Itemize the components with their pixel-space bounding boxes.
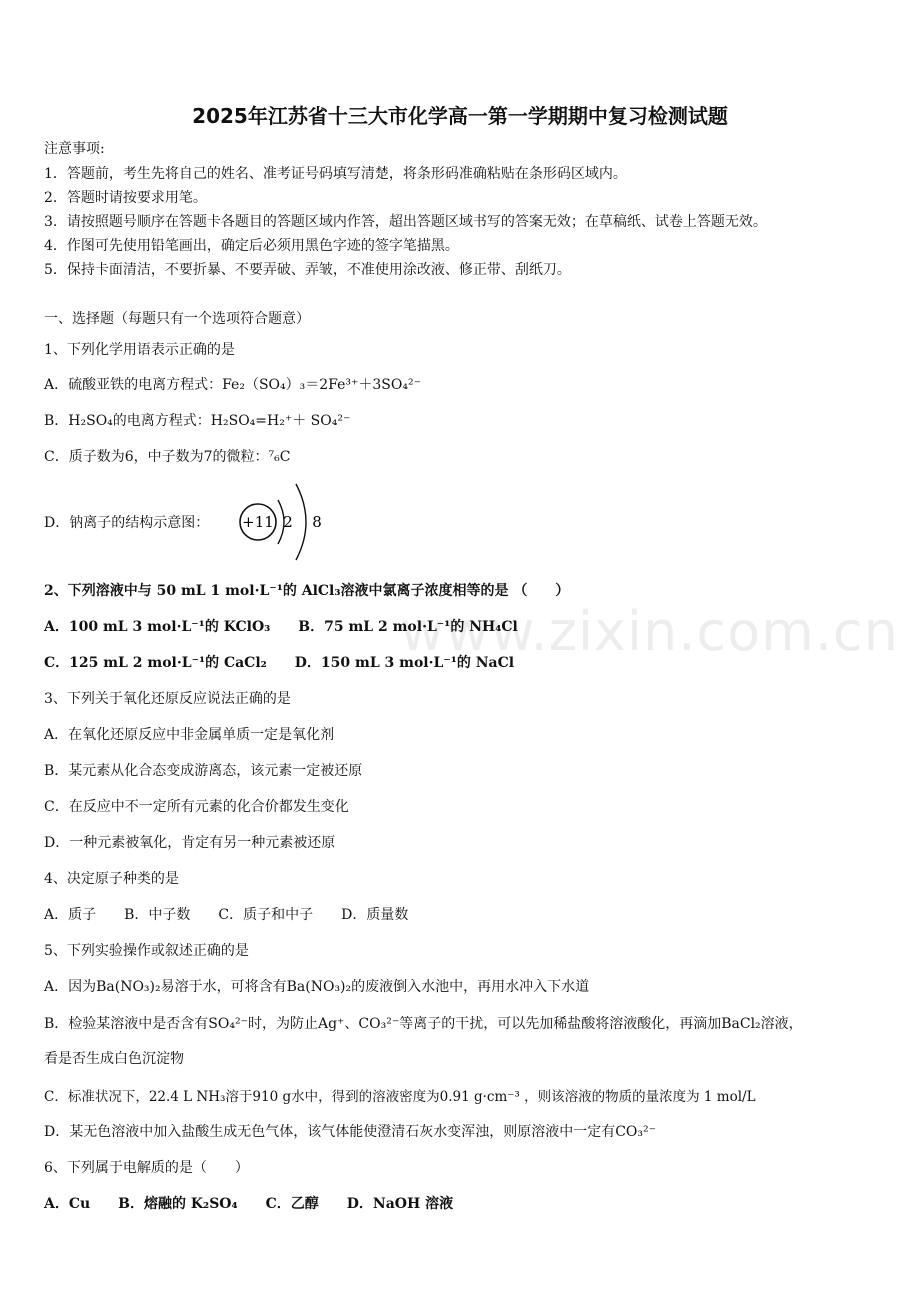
q3-option-a: A．在氧化还原反应中非金属单质一定是氧化剂 (44, 727, 335, 743)
q5-option-b: B．检验某溶液中是否含有SO₄²⁻时，为防止Ag⁺、CO₃²⁻等离子的干扰，可以先加稀盐酸将溶液酸化，再滴加BaCl₂溶液， (44, 1016, 803, 1032)
notice-item-3: 3．请按照题号顺序在答题卡各题目的答题区域内作答，超出答题区域书写的答案无效；在草稿纸、试卷上答题无效。 (44, 214, 767, 230)
notice-item-1: 1．答题前，考生先将自己的姓名、准考证号码填写清楚，将条形码准确粘贴在条形码区域内。 (44, 166, 627, 182)
q1-option-b: B．H₂SO₄的电离方程式：H₂SO₄=H₂⁺＋ SO₄²⁻ (44, 413, 351, 429)
q4-stem: 4、决定原子种类的是 (44, 871, 179, 887)
q1-stem: 1、下列化学用语表示正确的是 (44, 342, 235, 358)
q4-options: A．质子 B．中子数 C．质子和中子 D．质量数 (44, 907, 409, 923)
q1-option-a: A．硫酸亚铁的电离方程式：Fe₂（SO₄）₃＝2Fe³⁺＋3SO₄²⁻ (44, 377, 421, 393)
q3-option-c: C．在反应中不一定所有元素的化合价都发生变化 (44, 799, 349, 815)
watermark: www.zixin.com.cn (400, 600, 899, 663)
shell-2-electrons: 8 (312, 513, 322, 531)
q6-stem: 6、下列属于电解质的是（ ） (44, 1160, 249, 1176)
q1-option-c: C．质子数为6，中子数为7的微粒：⁷₆C (44, 449, 291, 465)
nucleus-charge: +11 (242, 513, 274, 531)
q3-stem: 3、下列关于氧化还原反应说法正确的是 (44, 691, 291, 707)
q1-option-d: D．钠离子的结构示意图： (44, 515, 210, 531)
q2-options-ab: A．100 mL 3 mol·L⁻¹的 KClO₃ B．75 mL 2 mol·L⁻¹的 NH₄Cl (44, 619, 518, 635)
q2-stem: 2、下列溶液中与 50 mL 1 mol·L⁻¹的 AlCl₃溶液中氯离子浓度相等的是 （ ） (44, 583, 570, 599)
q5-option-b-cont: 看是否生成白色沉淀物 (44, 1051, 184, 1067)
q6-options: A．Cu B．熔融的 K₂SO₄ C．乙醇 D．NaOH 溶液 (44, 1196, 454, 1212)
sodium-ion-structure-diagram (234, 478, 334, 566)
shell-1-electrons: 2 (283, 513, 293, 531)
page-title: 2025年江苏省十三大市化学高一第一学期期中复习检测试题 (192, 104, 728, 128)
q5-option-c: C．标准状况下，22.4 L NH₃溶于910 g水中，得到的溶液密度为0.91 g·cm⁻³ ，则该溶液的物质的量浓度为 1 mol/L (44, 1089, 756, 1105)
q5-option-a: A．因为Ba(NO₃)₂易溶于水，可将含有Ba(NO₃)₂的废液倒入水池中，再用水冲入下水道 (44, 979, 590, 995)
notice-item-4: 4．作图可先使用铅笔画出，确定后必须用黑色字迹的签字笔描黑。 (44, 238, 459, 254)
q5-stem: 5、下列实验操作或叙述正确的是 (44, 943, 249, 959)
notice-item-5: 5．保持卡面清洁，不要折暴、不要弄破、弄皱，不准使用涂改液、修正带、刮纸刀。 (44, 262, 571, 278)
notice-heading: 注意事项: (44, 141, 105, 157)
q2-options-cd: C．125 mL 2 mol·L⁻¹的 CaCl₂ D．150 mL 3 mol·L⁻¹的 NaCl (44, 655, 515, 671)
q5-option-d: D．某无色溶液中加入盐酸生成无色气体，该气体能使澄清石灰水变浑浊，则原溶液中一定有CO₃²⁻ (44, 1124, 657, 1140)
q3-option-d: D．一种元素被氧化，肯定有另一种元素被还原 (44, 835, 336, 851)
section-heading: 一、选择题（每题只有一个选项符合题意） (44, 311, 310, 327)
q3-option-b: B．某元素从化合态变成游离态，该元素一定被还原 (44, 763, 363, 779)
shell-arc-2 (296, 484, 306, 560)
notice-item-2: 2．答题时请按要求用笔。 (44, 190, 207, 206)
